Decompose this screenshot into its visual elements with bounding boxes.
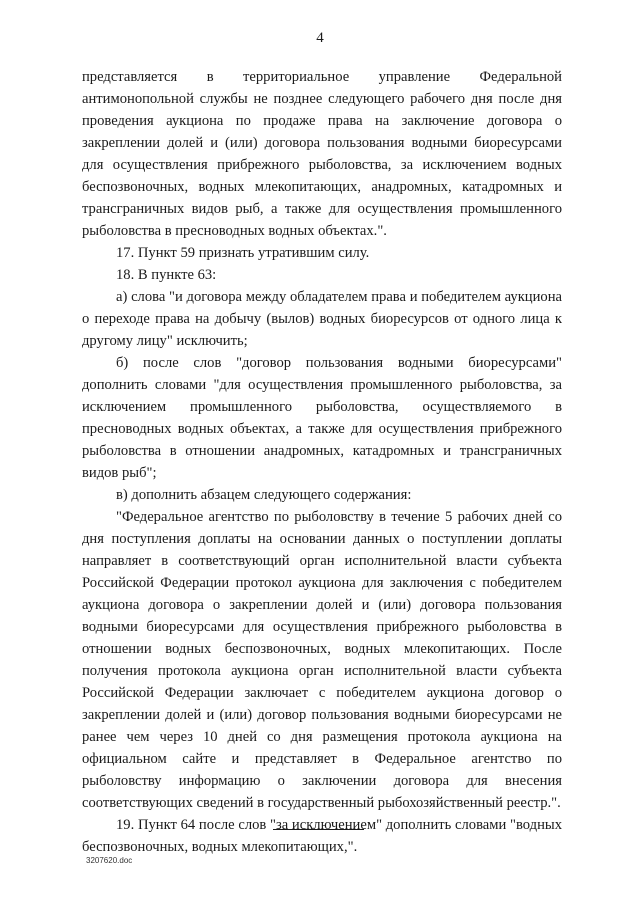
document-body	[82, 66, 562, 858]
document-code: 3207620.doc	[86, 856, 133, 865]
paragraph-subitem-a: а) слова "и договора между обладателем права и победителем аукциона о переходе права на добычу (вылов) водных биоресурсов от одного лица к другому лицу" исключить;	[82, 289, 562, 349]
paragraph-subitem-b: б) после слов "договор пользования водными биоресурсами" дополнить словами "для осуществления промышленного рыболовства, за исключением промышленного рыболовства, осуществляемого в пресноводных водных объектах, а также для осуществления прибрежного рыболовства в отношении анадромных, катадромных и трансграничных видов рыб";	[82, 355, 562, 481]
paragraph-continuation: представляется в территориальное управление Федеральной антимонопольной службы не позднее следующего рабочего дня после дня проведения аукциона по продаже права на заключение договора о закреплении долей и (или) договора пользования водными биоресурсами для осуществления прибрежного рыболовства, за исключением водных беспозвоночных, водных млекопитающих, анадромных, катадромных и трансграничных видов рыб, а также для осуществления промышленного рыболовства в пресноводных водных объектах.".	[82, 69, 562, 239]
paragraph-subitem-v: в) дополнить абзацем следующего содержания:	[116, 487, 412, 503]
end-divider	[273, 829, 364, 830]
paragraph-quoted-addition: "Федеральное агентство по рыболовству в течение 5 рабочих дней со дня поступления доплаты на основании данных о поступлении доплаты направляет в соответствующий орган исполнительной власти субъекта Российской Федерации протокол аукциона для заключения с победителем аукциона договора о закреплении долей и (или) договора пользования водными биоресурсами для осуществления прибрежного рыболовства в отношении водных беспозвоночных, водных млекопитающих. После получения протокола аукциона орган исполнительной власти субъекта Российской Федерации заключает с победителем аукциона договор о закреплении долей и (или) договор пользования водными биоресурсами не ранее чем через 10 дней со дня размещения протокола аукциона на официальном сайте и представляет в Федеральное агентство по рыболовству информацию о заключении договора для внесения соответствующих сведений в государственный рыбохозяйственный реестр.".	[82, 509, 562, 811]
page-number: 4	[316, 30, 324, 46]
paragraph-item-17: 17. Пункт 59 признать утратившим силу.	[116, 245, 370, 261]
paragraph-item-18: 18. В пункте 63:	[116, 267, 217, 283]
paragraph-item-19: 19. Пункт 64 после слов "за исключением" дополнить словами "водных беспозвоночных, водных млекопитающих,".	[82, 817, 562, 855]
